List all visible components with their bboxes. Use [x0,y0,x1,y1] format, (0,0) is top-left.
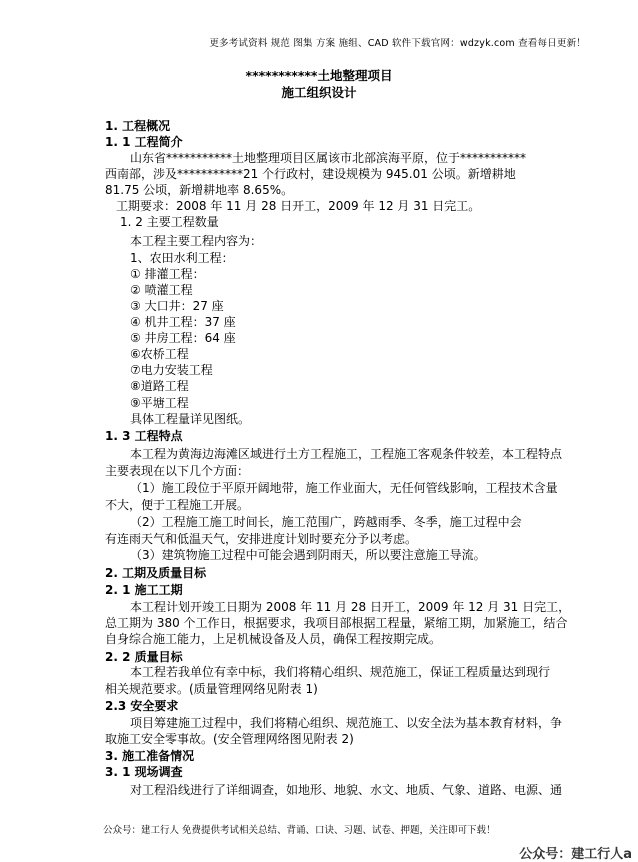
body-text-line: 本工程若我单位有幸中标，我们将精心组织、规范施工，保证工程质量达到现行 [130,665,551,679]
body-text-line: ④ 机井工程：37 座 [130,315,236,329]
section-heading: 2. 工期及质量目标 [105,566,207,580]
section-heading: 2. 1 施工工期 [105,583,183,597]
body-text-line: ③ 大口井：27 座 [130,299,224,313]
body-text-line: 对工程沿线进行了详细调查，如地形、地貌、水文、地质、气象、道路、电源、通 [130,783,563,797]
body-text-line: 相关规范要求。(质量管理网络见附表 1) [105,682,318,696]
body-text-line: （3）建筑物施工过程中可能会遇到阴雨天，所以要注意施工导流。 [130,548,486,562]
body-text-line: （2）工程施工施工时间长，施工范围广，跨越雨季、冬季，施工过程中会 [130,515,522,529]
section-heading: 3. 1 现场调查 [105,765,183,779]
section-heading: 2. 2 质量目标 [105,650,183,664]
section-heading: 3. 施工准备情况 [105,749,195,763]
body-text-line: （1）施工段位于平原开阔地带，施工作业面大，无任何管线影响，工程技术含量 [130,481,558,495]
document-subtitle: 施工组织设计 [281,85,357,100]
body-text-line: 自身综合施工能力，上足机械设备及人员，确保工程按期完成。 [105,632,442,646]
body-text-line: ⑧道路工程 [130,379,189,393]
body-text-line: 有连雨天气和低温天气，安排进度计划时要充分予以考虑。 [105,532,418,546]
body-text-line: 西南部，涉及***********21 个行政村，建设规模为 945.01 公顷。新增耕地 [105,167,516,181]
section-heading: 1. 3 工程特点 [105,429,183,443]
body-text-line: 1、农田水利工程： [130,251,234,265]
body-text-line: 1. 2 主要工程数量 [120,215,219,229]
body-text-line: ⑦电力安装工程 [130,363,213,377]
body-text-line: 项目筹建施工过程中，我们将精心组织、规范施工、以安全法为基本教育材料，争 [130,716,563,730]
body-text-line: 具体工程量详见图纸。 [130,412,251,426]
body-text-line: ① 排灌工程： [130,267,205,281]
body-text-line: ⑥农桥工程 [130,347,189,361]
body-text-line: ⑤ 井房工程：64 座 [130,331,236,345]
body-text-line: 本工程计划开竣工日期为 2008 年 11 月 28 日开工，2009 年 12 月 31 日完工， [130,600,571,614]
body-text-line: ⑨平塘工程 [130,396,189,410]
body-text-line: 取施工安全零事故。(安全管理网络图见附表 2) [105,732,354,746]
body-text-line: 本工程主要工程内容为： [130,234,263,248]
body-text-line: 山东省***********土地整理项目区属该市北部滨海平原，位于*********** [130,151,527,165]
brand-watermark: 公众号：建工行人a [519,847,632,862]
section-heading: 1. 1 工程简介 [105,135,183,149]
body-text-line: 本工程为黄海边海滩区域进行土方工程施工，工程施工客观条件较差，本工程特点 [130,447,563,461]
body-text-line: 工期要求：2008 年 11 月 28 日开工，2009 年 12 月 31 日完工。 [116,199,481,213]
body-text-line: 81.75 公顷，新增耕地率 8.65%。 [105,183,294,197]
document-title: ***********土地整理项目 [245,68,393,83]
body-text-line: 主要表现在以下几个方面： [105,464,250,478]
header-note: 更多考试资料 规范 图集 方案 施组、CAD 软件下载官网：wdzyk.com 查看每日更新！ [209,38,586,49]
body-text-line: 不大，便于工程施工开展。 [105,498,250,512]
section-heading: 2.3 安全要求 [105,699,179,713]
footer-note: 公众号：建工行人 免费提供考试相关总结、背诵、口诀、习题、试卷、押题，关注即可下载！ [103,825,496,836]
section-heading: 1. 工程概况 [105,119,171,133]
body-text-line: 总工期为 380 个工作日，根据要求，我项目部根据工程量，紧缩工期，加紧施工，结合 [105,616,568,630]
body-text-line: ② 喷灌工程 [130,283,193,297]
